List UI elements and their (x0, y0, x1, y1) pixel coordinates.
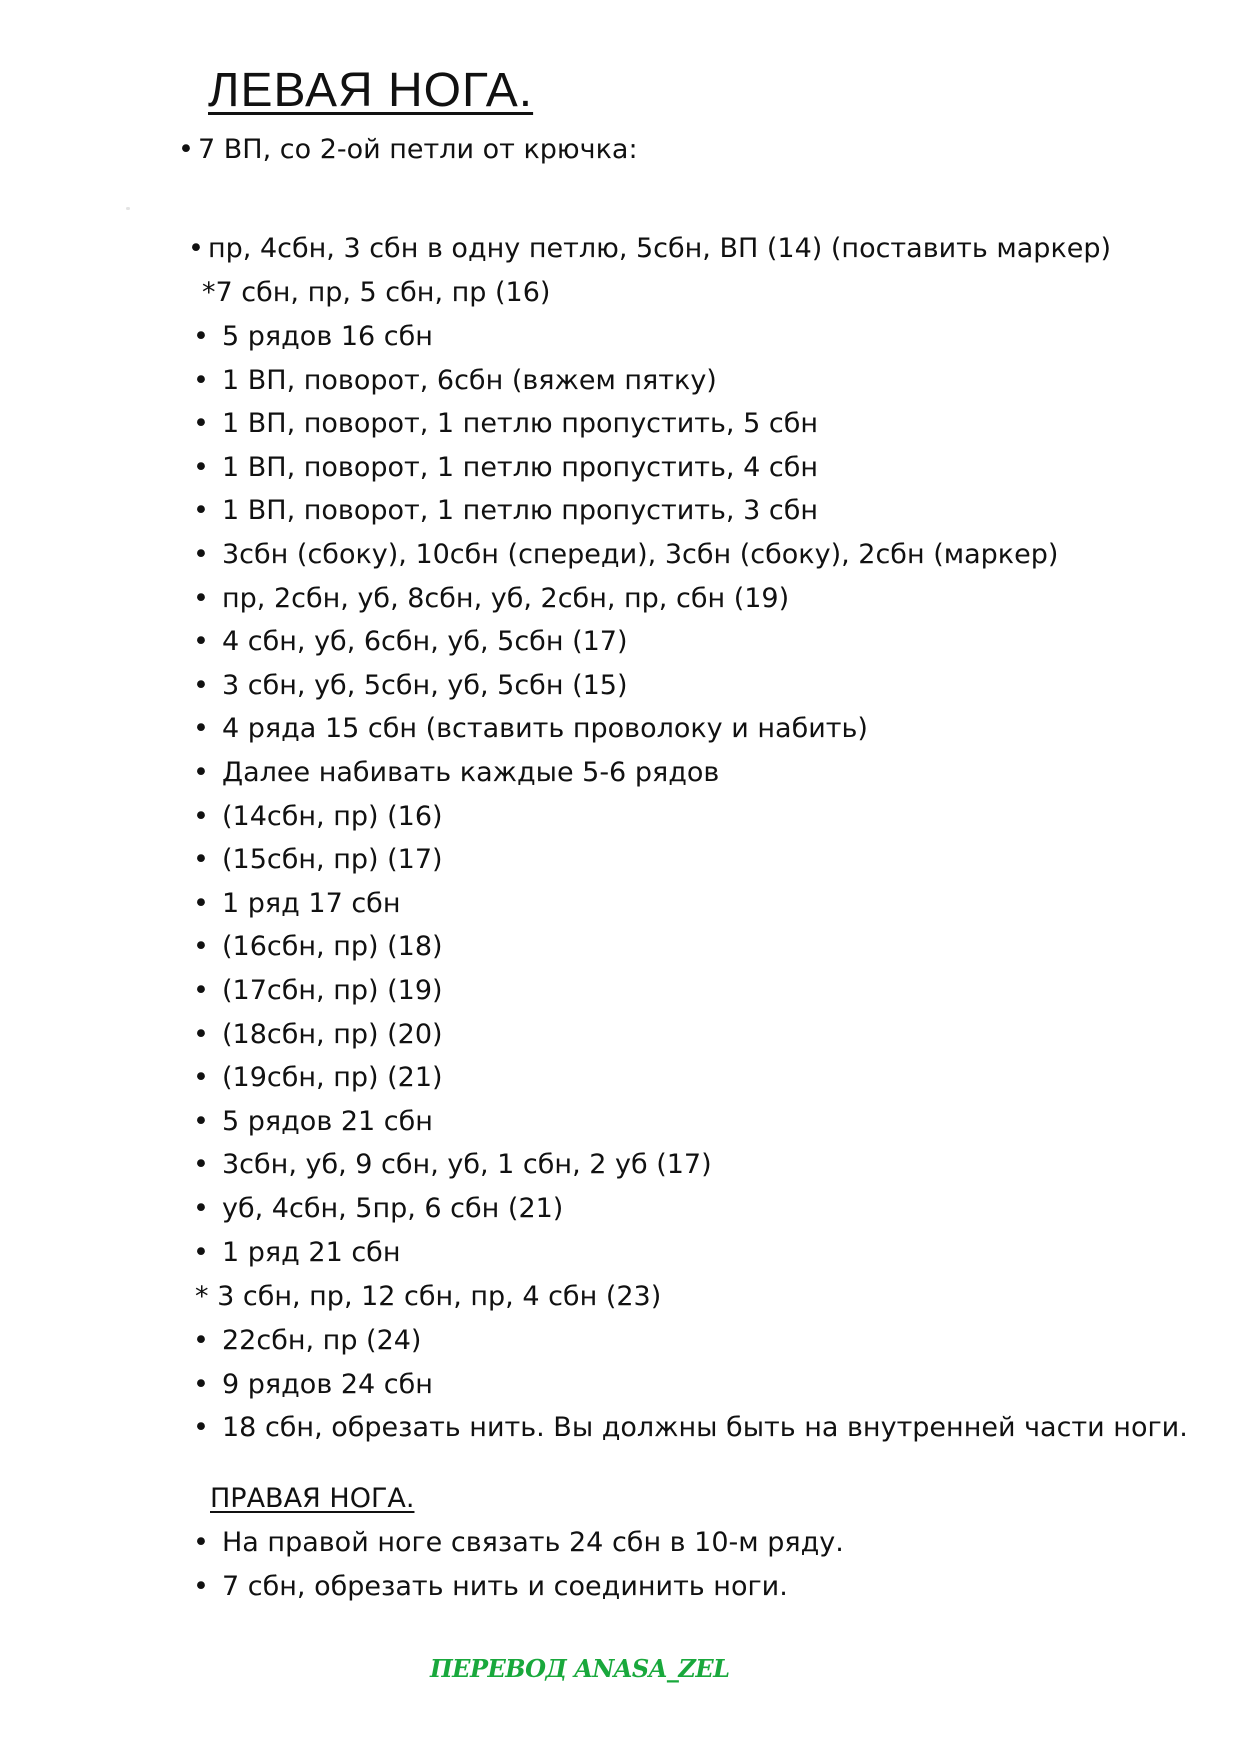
list-item-text: 3сбн (сбоку), 10сбн (спереди), 3сбн (сбоку), 2сбн (маркер) (222, 539, 1059, 570)
bullet-icon: • (193, 713, 209, 745)
bullet-icon: • (193, 582, 209, 614)
list-item (193, 1105, 433, 1139)
list-item-text: уб, 4сбн, 5пр, 6 сбн (21) (222, 1193, 564, 1224)
list-item (193, 1411, 1188, 1445)
list-item (193, 582, 789, 616)
list-item-text: 1 ряд 21 сбн (222, 1236, 401, 1268)
list-item-text: Далее набивать каждые 5-6 рядов (222, 757, 720, 788)
bullet-icon: • (193, 364, 209, 396)
bullet-icon: • (193, 451, 209, 483)
bullet-icon: • (193, 757, 209, 788)
bullet-icon: • (193, 1062, 209, 1094)
row-first (188, 232, 1111, 266)
list-item (193, 1570, 788, 1604)
list-item-text: На правой ноге связать 24 сбн в 10-м ряду. (222, 1527, 844, 1558)
list-item-text: (16сбн, пр) (18) (222, 931, 443, 963)
list-item-text: 3сбн, уб, 9 сбн, уб, 1 сбн, 2 уб (17) (222, 1149, 712, 1181)
bullet-icon: • (193, 408, 209, 440)
bullet-icon: • (193, 800, 209, 832)
list-item-text: 1 ряд 17 сбн (222, 887, 401, 919)
list-item (193, 930, 443, 964)
list-item (193, 494, 818, 528)
list-item-text: 4 ряда 15 сбн (вставить проволоку и набить) (222, 713, 868, 745)
list-item-text: (17сбн, пр) (19) (222, 975, 443, 1006)
list-item (193, 974, 443, 1008)
list-item (193, 1368, 433, 1402)
list-item (193, 669, 628, 703)
intro-text: 7 ВП, со 2-ой петли от крючка: (198, 134, 638, 165)
list-item (193, 364, 717, 398)
bullet-icon: • (193, 1193, 209, 1224)
right-leg-title: ПРАВАЯ НОГА. (210, 1483, 415, 1514)
list-item-text: 9 рядов 24 сбн (222, 1368, 433, 1400)
bullet-icon: • (193, 1571, 209, 1602)
list-item (193, 1148, 712, 1182)
row-star-1-text: *7 сбн, пр, 5 сбн, пр (16) (202, 277, 551, 308)
bullet-icon: • (193, 1368, 209, 1400)
list-item-text: 4 сбн, уб, 6сбн, уб, 5сбн (17) (222, 626, 628, 658)
bullet-icon: • (193, 626, 209, 658)
intro-line (178, 133, 638, 167)
list-item (193, 320, 433, 354)
bullet-icon: • (193, 844, 209, 876)
list-item-text: 5 рядов 16 сбн (222, 321, 433, 352)
bullet-icon: • (193, 1105, 209, 1137)
bullet-icon: • (193, 669, 209, 701)
list-item-text: (19сбн, пр) (21) (222, 1062, 443, 1094)
list-item-text: (14сбн, пр) (16) (222, 800, 443, 832)
page-title: ЛЕВАЯ НОГА. (208, 64, 534, 117)
list-item (193, 800, 443, 834)
list-item (193, 407, 818, 441)
bullet-icon: • (193, 931, 209, 963)
list-item-text: 3 сбн, уб, 5сбн, уб, 5сбн (15) (222, 669, 628, 701)
bullet-icon: • (193, 1527, 209, 1558)
list-item (193, 1018, 443, 1052)
list-item (193, 756, 719, 790)
list-item (193, 843, 443, 877)
row-first-text: пр, 4сбн, 3 сбн в одну петлю, 5сбн, ВП (14) (поставить маркер) (208, 233, 1112, 264)
row-star-1 (202, 276, 550, 310)
list-item (193, 712, 868, 746)
list-item (193, 1236, 400, 1270)
translator-credit: ПЕРЕВОД ANASA_ZEL (430, 1654, 730, 1683)
row-star-2 (195, 1280, 661, 1314)
list-item-text: (18сбн, пр) (20) (222, 1018, 443, 1050)
bullet-icon: • (193, 1149, 209, 1181)
list-item-text: 1 ВП, поворот, 1 петлю пропустить, 4 сбн (222, 451, 819, 483)
bullet-icon: • (193, 1412, 209, 1444)
bullet-icon: • (193, 975, 209, 1006)
bullet-icon: • (193, 887, 209, 919)
bullet-icon: • (193, 1236, 209, 1268)
list-item-text: пр, 2сбн, уб, 8сбн, уб, 2сбн, пр, сбн (19) (222, 582, 790, 614)
list-item (193, 887, 400, 921)
list-item-text: 1 ВП, поворот, 1 петлю пропустить, 5 сбн (222, 408, 819, 440)
list-item-text: 18 сбн, обрезать нить. Вы должны быть на внутренней части ноги. (222, 1412, 1188, 1444)
list-item (193, 1192, 563, 1226)
list-item-text: 7 сбн, обрезать нить и соединить ноги. (222, 1571, 788, 1602)
list-item-text: 22сбн, пр (24) (222, 1325, 422, 1356)
list-item (193, 1324, 421, 1358)
list-item-text: 5 рядов 21 сбн (222, 1105, 433, 1137)
list-item-text: (15сбн, пр) (17) (222, 844, 443, 876)
list-item-text: 1 ВП, поворот, 6сбн (вяжем пятку) (222, 364, 717, 396)
scan-speck (126, 207, 130, 210)
list-item-text: 1 ВП, поворот, 1 петлю пропустить, 3 сбн (222, 495, 819, 527)
list-item (193, 1526, 844, 1560)
bullet-icon: • (193, 1018, 209, 1050)
list-item (193, 451, 818, 485)
list-item (193, 538, 1058, 572)
list-item (193, 625, 628, 659)
row-star-2-text: * 3 сбн, пр, 12 сбн, пр, 4 сбн (23) (195, 1281, 662, 1312)
bullet-icon: • (193, 1325, 209, 1356)
bullet-icon: • (178, 134, 194, 165)
bullet-icon: • (193, 495, 209, 527)
list-item (193, 1061, 443, 1095)
bullet-icon: • (188, 233, 204, 264)
bullet-icon: • (193, 539, 209, 570)
bullet-icon: • (193, 321, 209, 352)
